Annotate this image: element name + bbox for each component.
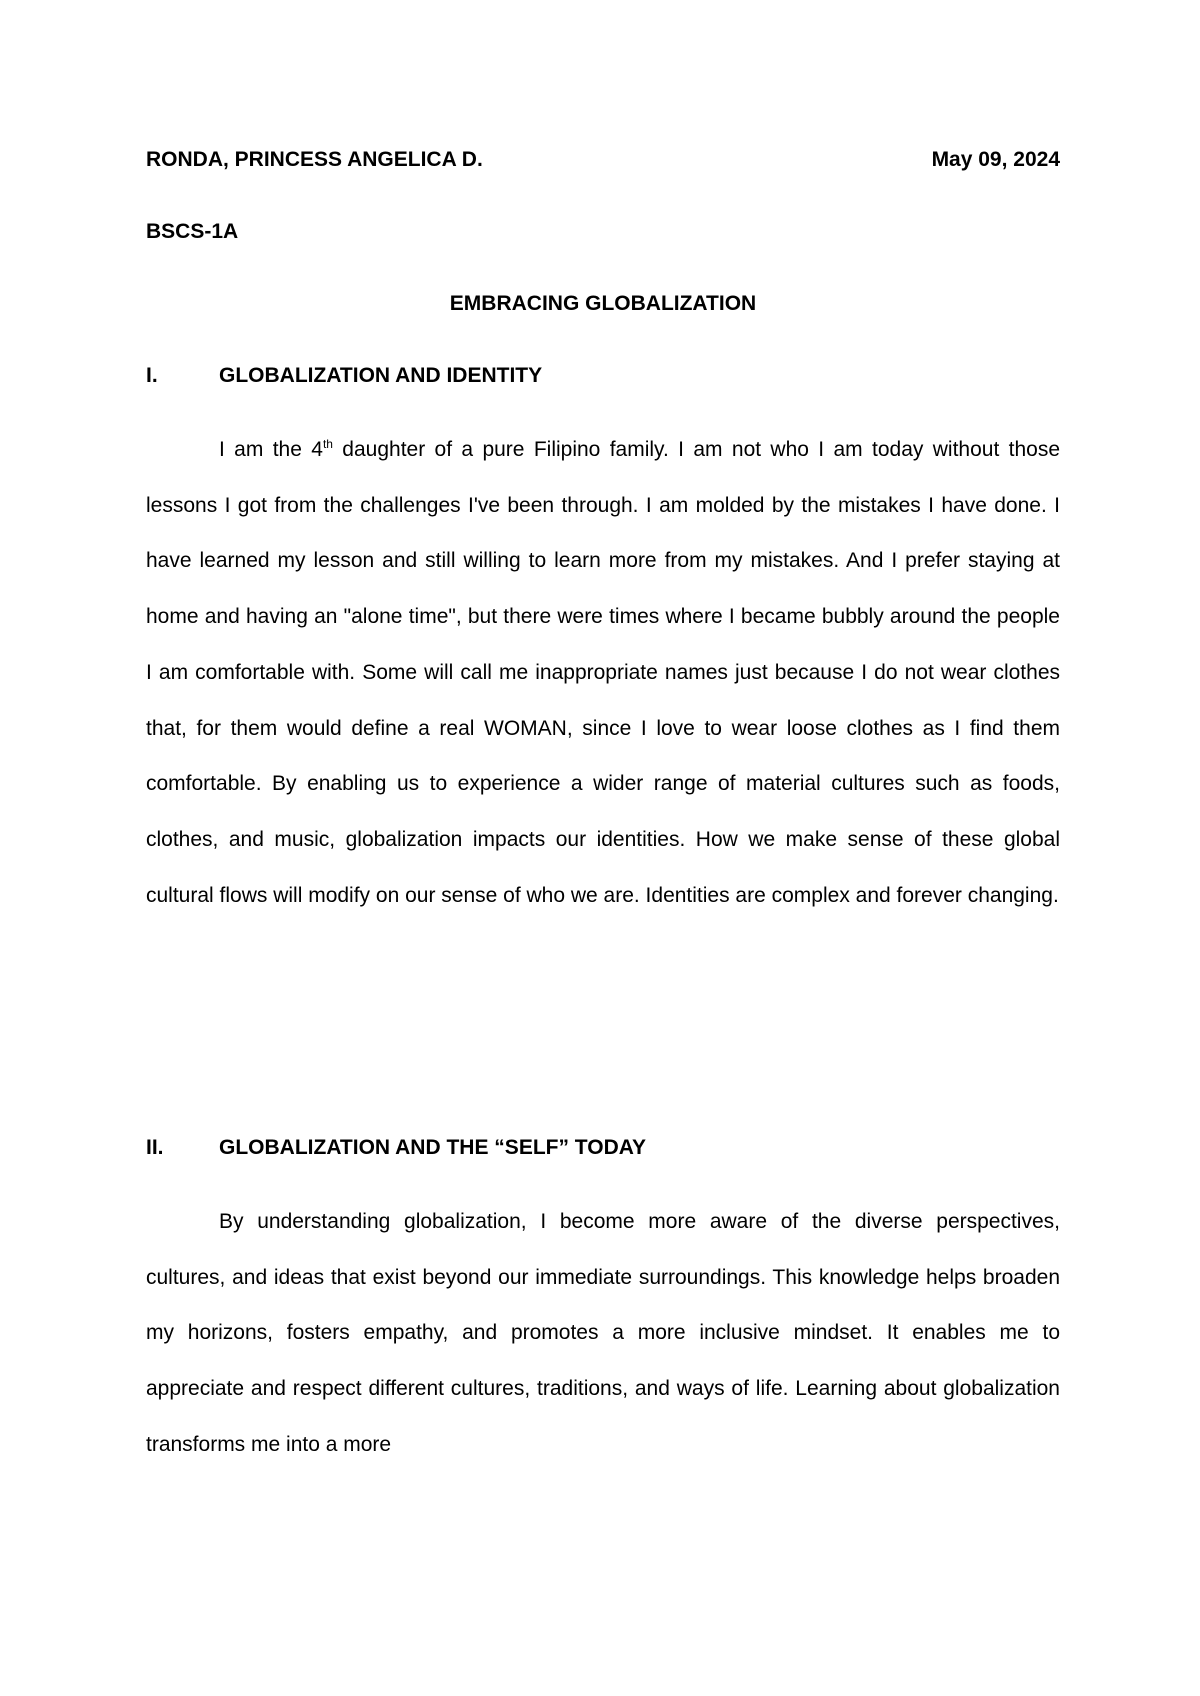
- header-row: [146, 146, 1060, 174]
- ordinal-superscript: th: [322, 437, 333, 451]
- section-1-paragraph-start: I am the 4: [219, 438, 323, 461]
- course-section: BSCS-1A: [146, 220, 239, 243]
- section-2-paragraph: By understanding globalization, I become more aware of the diverse perspectives, cultures, and ideas that exist beyond our immediate surroundings. This knowledge helps broaden my horizons, fosters empathy, and promotes a more inclusive mindset. It enables me to appreciate and respect different cultures, traditions, and ways of life. Learning about globalization transforms me into a more: [146, 1210, 1060, 1456]
- section-1-title: GLOBALIZATION AND IDENTITY: [219, 364, 543, 387]
- section-1-paragraph: [146, 422, 1060, 923]
- document-date: May 09, 2024: [931, 148, 1060, 171]
- section-1-paragraph-rest: daughter of a pure Filipino family. I am not who I am today without those lessons I got from the challenges I've been through. I am molded by the mistakes I have done. I have learned my lesson and still willing to learn more from my mistakes. And I prefer staying at home and having an "alone time", but there were times where I became bubbly around the people I am comfortable with. Some will call me inappropriate names just because I do not wear clothes that, for them would define a real WOMAN, since I love to wear loose clothes as I find them comfortable. By enabling us to experience a wider range of material cultures such as foods, clothes, and music, globalization impacts our identities. How we make sense of these global cultural flows will modify on our sense of who we are. Identities are complex and forever changing.: [146, 438, 1060, 907]
- section-1-heading: [146, 362, 1060, 390]
- section-2-title: GLOBALIZATION AND THE “SELF” TODAY: [219, 1136, 647, 1159]
- document-title: EMBRACING GLOBALIZATION: [449, 292, 757, 315]
- section-2-number: II.: [146, 1136, 164, 1159]
- section-1-number: I.: [146, 364, 158, 387]
- author-name: RONDA, PRINCESS ANGELICA D.: [146, 148, 483, 171]
- section-2-heading: [146, 1134, 1060, 1162]
